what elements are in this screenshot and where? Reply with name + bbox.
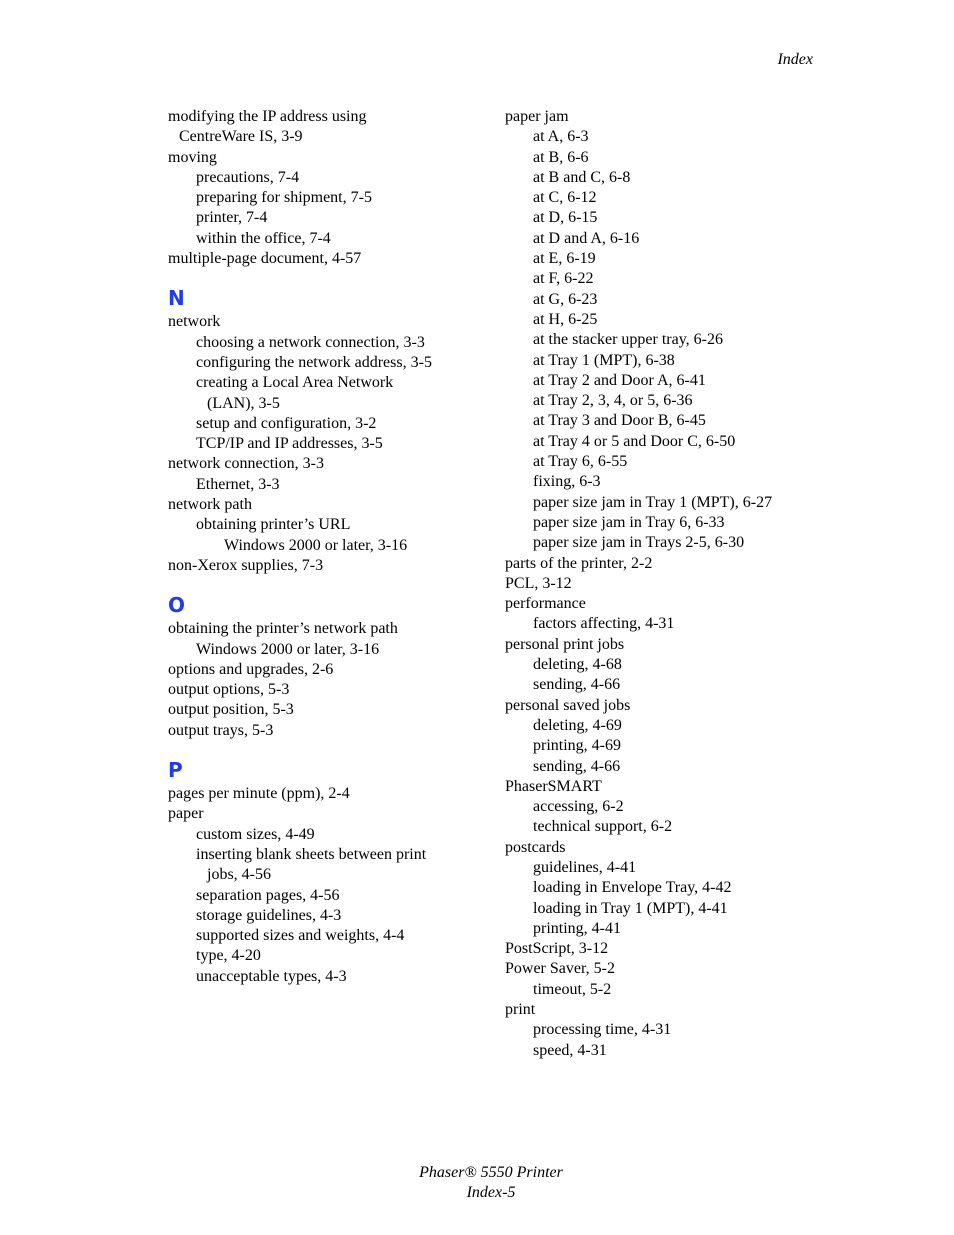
footer-page-number: Index-5 [466, 1184, 516, 1201]
index-subentry: at Tray 6, 6-55 [533, 453, 628, 471]
index-subentry: technical support, 6-2 [533, 818, 673, 836]
index-entry: Power Saver, 5-2 [505, 960, 615, 978]
index-subentry: printer, 7-4 [196, 209, 268, 227]
index-entry: paper jam [505, 108, 569, 125]
index-subentry: unacceptable types, 4-3 [196, 967, 347, 985]
index-entry: network path [168, 496, 252, 514]
index-entry: obtaining the printer’s network path [168, 620, 398, 638]
index-subentry: at D and A, 6-16 [533, 229, 640, 247]
index-entry: PCL, 3-12 [505, 574, 572, 592]
index-entry: modifying the IP address using [168, 108, 367, 125]
index-subentry: sending, 4-66 [533, 757, 621, 775]
index-entry: print [505, 1001, 536, 1019]
index-subentry: precautions, 7-4 [196, 168, 300, 186]
index-subentry: inserting blank sheets between print [196, 845, 427, 863]
index-column-left [168, 107, 478, 987]
index-subentry: at Tray 2, 3, 4, or 5, 6-36 [533, 392, 693, 410]
index-subentry: timeout, 5-2 [533, 980, 612, 998]
index-entry: options and upgrades, 2-6 [168, 660, 334, 678]
index-subentry: at F, 6-22 [533, 270, 594, 288]
page-footer [0, 1163, 954, 1203]
index-section-letter: O [168, 593, 186, 618]
index-subentry: at the stacker upper tray, 6-26 [533, 331, 723, 349]
index-subentry: printing, 4-69 [533, 737, 621, 755]
index-subentry: speed, 4-31 [533, 1041, 607, 1059]
index-entry: moving [168, 148, 217, 166]
index-subentry: custom sizes, 4-49 [196, 825, 315, 843]
index-subentry: at A, 6-3 [533, 128, 589, 146]
index-section-letter: N [168, 286, 185, 311]
index-entry: paper [168, 805, 204, 823]
footer-product: Phaser® 5550 Printer [419, 1164, 563, 1181]
index-entry: performance [505, 595, 586, 613]
index-subentry: accessing, 6-2 [533, 798, 624, 816]
index-subentry: paper size jam in Tray 1 (MPT), 6-27 [533, 493, 773, 511]
index-subentry: fixing, 6-3 [533, 473, 601, 491]
index-subentry: type, 4-20 [196, 947, 261, 965]
index-subentry: supported sizes and weights, 4-4 [196, 927, 405, 945]
index-subentry: paper size jam in Tray 6, 6-33 [533, 513, 725, 531]
index-subentry: separation pages, 4-56 [196, 886, 340, 904]
index-subentry: at Tray 2 and Door A, 6-41 [533, 371, 706, 389]
index-entry: personal saved jobs [505, 696, 631, 714]
index-subentry: TCP/IP and IP addresses, 3-5 [196, 435, 383, 453]
index-subentry: obtaining printer’s URL [196, 516, 351, 534]
index-subentry: deleting, 4-68 [533, 656, 622, 674]
index-subentry: within the office, 7-4 [196, 229, 331, 247]
index-subentry: paper size jam in Trays 2-5, 6-30 [533, 534, 745, 552]
index-entry: non-Xerox supplies, 7-3 [168, 556, 324, 574]
index-subentry: jobs, 4-56 [207, 866, 271, 884]
index-subentry: (LAN), 3-5 [207, 394, 280, 412]
index-subentry: at D, 6-15 [533, 209, 598, 227]
index-subentry: processing time, 4-31 [533, 1021, 672, 1039]
index-subentry: guidelines, 4-41 [533, 858, 637, 876]
index-subentry: at Tray 4 or 5 and Door C, 6-50 [533, 432, 736, 450]
index-subentry: at B, 6-6 [533, 148, 589, 166]
index-entry: parts of the printer, 2-2 [505, 554, 653, 572]
index-subentry: Windows 2000 or later, 3-16 [224, 536, 408, 554]
index-entry: output trays, 5-3 [168, 721, 274, 739]
index-column-right [505, 107, 825, 1061]
index-subentry: at G, 6-23 [533, 290, 598, 308]
index-subentry: printing, 4-41 [533, 919, 621, 937]
index-subentry: factors affecting, 4-31 [533, 615, 675, 633]
index-subentry: creating a Local Area Network [196, 374, 394, 392]
index-subentry: Windows 2000 or later, 3-16 [196, 640, 380, 658]
index-subentry: Ethernet, 3-3 [196, 475, 280, 493]
index-subentry: sending, 4-66 [533, 676, 621, 694]
index-subentry: setup and configuration, 3-2 [196, 414, 377, 432]
index-entry: personal print jobs [505, 635, 625, 653]
index-subentry: deleting, 4-69 [533, 716, 622, 734]
index-entry: postcards [505, 838, 566, 856]
index-subentry: at C, 6-12 [533, 189, 597, 207]
index-subentry: at Tray 3 and Door B, 6-45 [533, 412, 706, 430]
index-entry: network connection, 3-3 [168, 455, 324, 473]
running-header: Index [777, 51, 813, 68]
index-subentry: at B and C, 6-8 [533, 168, 631, 186]
index-subentry: storage guidelines, 4-3 [196, 906, 342, 924]
index-entry: output options, 5-3 [168, 681, 290, 699]
index-entry: network [168, 313, 221, 331]
index-section-letter: P [168, 758, 183, 783]
index-entry: PostScript, 3-12 [505, 940, 609, 958]
index-subentry: preparing for shipment, 7-5 [196, 189, 372, 207]
index-subentry: configuring the network address, 3-5 [196, 353, 432, 371]
index-subentry: at H, 6-25 [533, 310, 598, 328]
index-entry: PhaserSMART [505, 777, 602, 795]
index-subentry: at Tray 1 (MPT), 6-38 [533, 351, 675, 369]
index-entry: pages per minute (ppm), 2-4 [168, 785, 350, 803]
index-subentry: at E, 6-19 [533, 250, 596, 268]
index-subentry: loading in Tray 1 (MPT), 4-41 [533, 899, 728, 917]
index-entry: output position, 5-3 [168, 701, 294, 719]
index-entry: multiple-page document, 4-57 [168, 250, 362, 268]
index-entry: CentreWare IS, 3-9 [179, 128, 303, 146]
index-subentry: loading in Envelope Tray, 4-42 [533, 879, 732, 897]
index-subentry: choosing a network connection, 3-3 [196, 333, 425, 351]
